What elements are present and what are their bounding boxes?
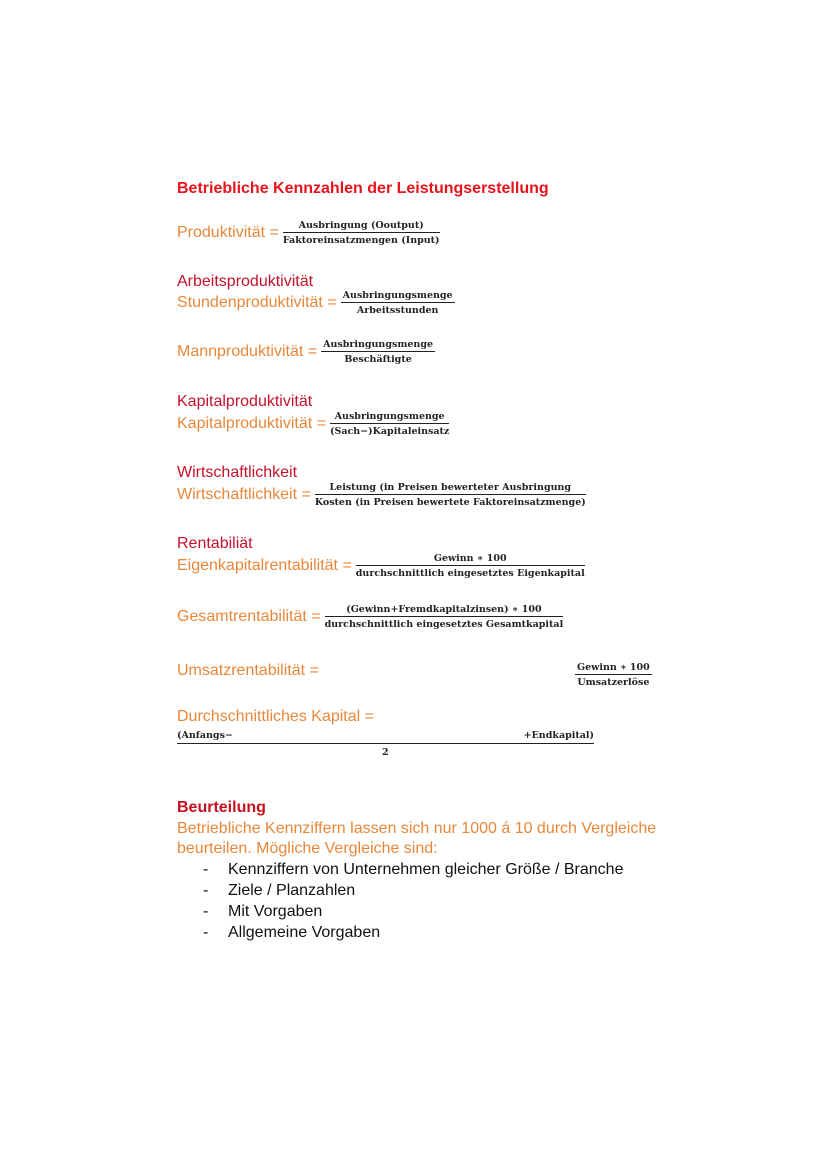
formula-label: Gesamtrentabilität = [177,608,321,625]
numerator: Leistung (in Preisen bewerteter Ausbringung [315,482,586,495]
fraction [321,339,435,365]
denominator: Beschäftigte [344,354,412,365]
list-item: Allgemeine Vorgaben [228,924,381,941]
formula-produktivitaet [177,220,440,246]
denominator: durchschnittlich eingesetztes Eigenkapital [355,568,585,579]
list-bullet: - [203,924,209,941]
denominator: (Sach−)Kapitaleinsatz [329,426,450,437]
formula-kapital [177,411,449,437]
numerator-left: (Anfangs− [177,730,233,741]
list-bullet: - [203,903,209,920]
numerator: Ausbringungsmenge [330,411,449,424]
denominator: Arbeitsstunden [356,305,439,316]
numerator: (Gewinn+Fremdkapitalzinsen) ∗ 100 [325,604,564,617]
formula-label: Kapitalproduktivität = [177,415,326,432]
heading-beurteilung: Beurteilung [177,799,266,816]
formula-label-durchschnitt: Durchschnittliches Kapital = [177,708,374,725]
heading-wirtschaftlichkeit: Wirtschaftlichkeit [177,464,298,481]
list-bullet: - [203,882,209,899]
heading-kapitalproduktivitaet: Kapitalproduktivität [177,393,313,410]
formula-label: Produktivität = [177,224,279,241]
numerator: Ausbringung (Ooutput) [283,220,440,233]
formula-umsatz [575,657,652,688]
formula-label: Mannproduktivität = [177,343,318,360]
fraction [575,662,652,688]
denominator: Faktoreinsatzmengen (Input) [282,235,440,246]
formula-label: Stundenproduktivität = [177,294,337,311]
fraction [325,604,564,630]
formula-stunden [177,290,455,316]
page-title: Betriebliche Kennzahlen der Leistungserstellung [177,180,549,197]
fraction [356,553,585,579]
fraction [283,220,440,246]
denominator: 2 [382,747,389,758]
numerator: Ausbringungsmenge [323,339,434,350]
formula-wirtschaft [177,482,586,508]
list-item: Ziele / Planzahlen [228,882,356,899]
denominator: Kosten (in Preisen bewertete Faktoreinsatzmenge) [314,497,586,508]
denominator: Umsatzerlöse [577,677,650,688]
fraction-line [177,743,594,744]
numerator-right: +Endkapital) [523,730,594,741]
formula-label: Wirtschaftlichkeit = [177,486,311,503]
heading-rentabilitaet: Rentabiliät [177,535,253,552]
formula-eigen [177,553,585,579]
heading-arbeitsproduktivitaet: Arbeitsproduktivität [177,273,314,290]
formula-durchschnitt [177,730,594,760]
numerator: Gewinn ∗ 100 [577,662,650,673]
formula-label: Eigenkapitalrentabilität = [177,557,352,574]
paragraph-line-1: Betriebliche Kennziffern lassen sich nur 1000 á 10 durch Vergleiche [177,820,657,837]
fraction [315,482,586,508]
fraction [341,290,455,316]
formula-label-umsatz: Umsatzrentabilität = [177,662,319,679]
list-item: Kennziffern von Unternehmen gleicher Größe / Branche [228,861,624,878]
numerator: Gewinn ∗ 100 [356,553,585,566]
fraction [330,411,449,437]
numerator: Ausbringungsmenge [342,290,453,301]
list-bullet: - [203,861,209,878]
denominator: durchschnittlich eingesetztes Gesamtkapital [324,619,564,630]
list-item: Mit Vorgaben [228,903,323,920]
formula-gesamt [177,604,563,630]
formula-mann [177,339,435,365]
paragraph-line-2: beurteilen. Mögliche Vergleiche sind: [177,840,438,857]
